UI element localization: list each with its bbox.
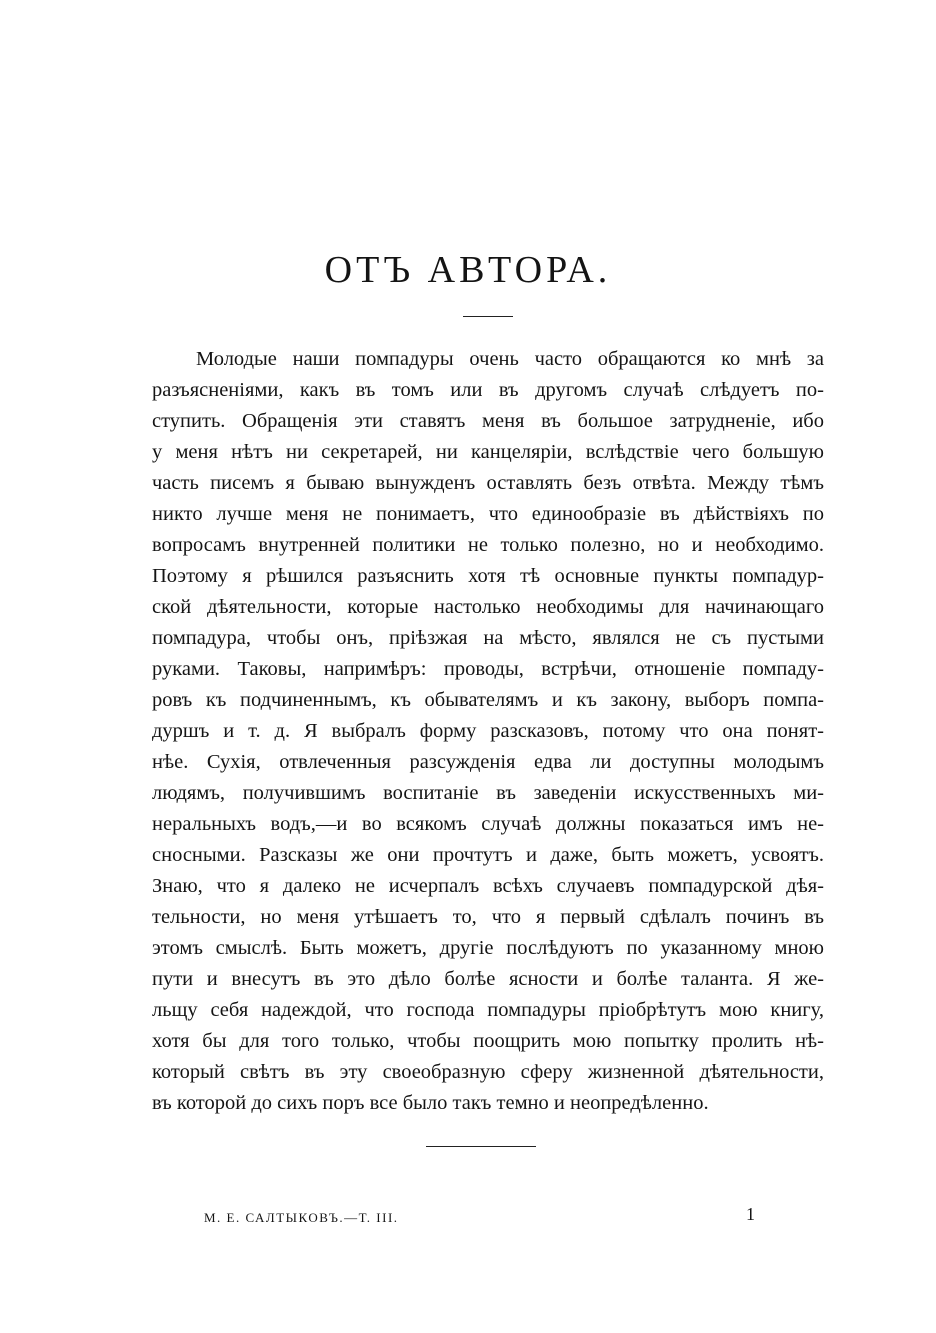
text-line: пути и внесутъ въ это дѣло болѣе ясности и болѣе таланта. Я же- [152, 968, 824, 990]
title-divider [463, 316, 513, 317]
end-divider [426, 1146, 536, 1147]
text-line: разъясненіями, какъ въ томъ или въ другомъ случаѣ слѣдуетъ по- [152, 379, 824, 401]
text-line: тельности, но меня утѣшаетъ то, что я первый сдѣлалъ починъ въ [152, 906, 824, 928]
text-line: нѣе. Сухія, отвлеченныя разсужденія едва ли доступны молодымъ [152, 751, 824, 773]
text-line: часть писемъ я бываю вынужденъ оставлять безъ отвѣта. Между тѣмъ [152, 472, 824, 494]
text-line: ровъ къ подчиненнымъ, къ обывателямъ и къ закону, выборъ помпа- [152, 689, 824, 711]
text-line: неральныхъ водъ,—и во всякомъ случаѣ должны показаться имъ не- [152, 813, 824, 835]
text-line: вопросамъ внутренней политики не только полезно, но и необходимо. [152, 534, 824, 556]
preface-paragraph [152, 344, 824, 1119]
footer-signature-mark: 1 [746, 1204, 755, 1224]
text-line: который свѣтъ въ эту своеобразную сферу жизненной дѣятельности, [152, 1061, 824, 1083]
text-line: ступить. Обращенія эти ставятъ меня въ большое затрудненіе, ибо [152, 410, 824, 432]
text-line: помпадура, чтобы онъ, пріѣзжая на мѣсто, являлся не съ пустыми [152, 627, 824, 649]
text-line: этомъ смыслѣ. Быть можетъ, другіе послѣдуютъ по указанному мною [152, 937, 824, 959]
text-line: Знаю, что я далеко не исчерпалъ всѣхъ случаевъ помпадурской дѣя- [152, 875, 824, 897]
text-line: въ которой до сихъ поръ все было такъ темно и неопредѣленно. [152, 1092, 709, 1114]
text-line: руками. Таковы, напримѣръ: проводы, встрѣчи, отношеніе помпаду- [152, 658, 824, 680]
text-line: льщу себя надеждой, что господа помпадуры пріобрѣтутъ мою книгу, [152, 999, 824, 1021]
page-title: ОТЪ АВТОРА. [324, 249, 612, 291]
text-line: Молодые наши помпадуры очень часто обращаются ко мнѣ за [196, 348, 824, 370]
text-line: никто лучше меня не понимаетъ, что единообразіе въ дѣйствіяхъ по [152, 503, 824, 525]
text-line: хотя бы для того только, чтобы поощрить мою попытку пролить нѣ- [152, 1030, 824, 1052]
text-line: сносными. Разсказы же они прочтутъ и даже, быть можетъ, усвоятъ. [152, 844, 824, 866]
text-line: ской дѣятельности, которые настолько необходимы для начинающаго [152, 596, 824, 618]
text-line: Поэтому я рѣшился разъяснить хотя тѣ основные пункты помпадур- [152, 565, 824, 587]
text-line: у меня нѣтъ ни секретарей, ни канцеляріи, вслѣдствіе чего большую [152, 441, 824, 463]
text-line: дуршъ и т. д. Я выбралъ форму разсказовъ, потому что она понят- [152, 720, 824, 742]
text-line: людямъ, получившимъ воспитаніе въ заведеніи искусственныхъ ми- [152, 782, 824, 804]
footer-author-volume: М. Е. САЛТЫКОВЪ.—Т. III. [204, 1210, 399, 1225]
